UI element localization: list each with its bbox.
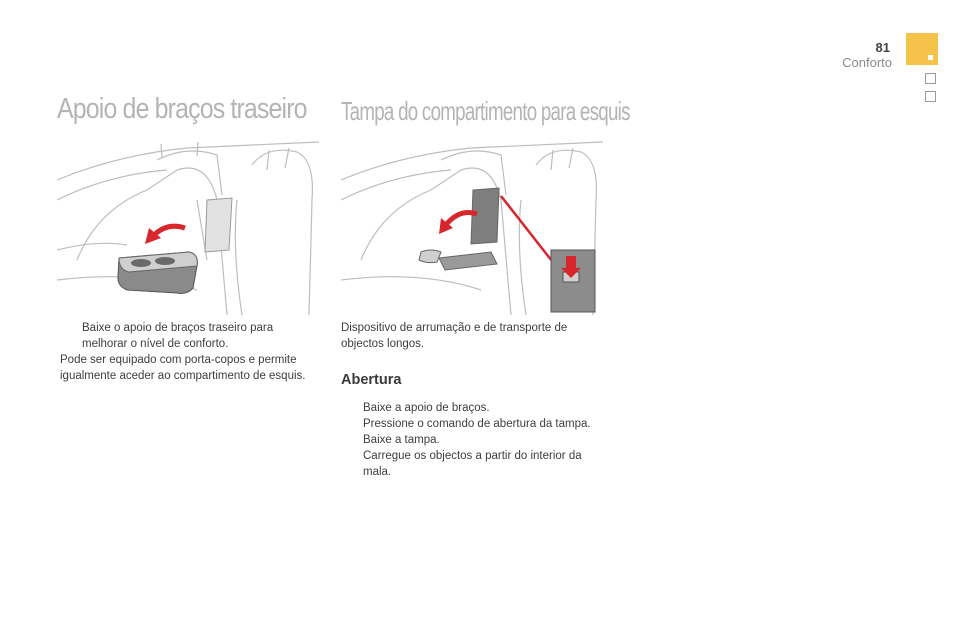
section-tab-3[interactable] <box>925 91 936 102</box>
bullet-step-2: Pressione o comando de abertura da tampa. <box>363 418 591 430</box>
section-name: Conforto <box>842 55 892 70</box>
ski-flap-release-inset <box>551 250 595 312</box>
rear-armrest-illustration <box>57 140 319 315</box>
right-column-text <box>341 320 603 480</box>
title-rear-armrest: Apoio de braços traseiro <box>57 93 307 125</box>
ski-flap-intro: Dispositivo de arrumação e de transporte de objectos longos. <box>341 322 568 350</box>
title-ski-flap: Tampa do compartimento para esquis <box>341 96 630 126</box>
left-column-text <box>60 320 320 384</box>
section-tab-active[interactable] <box>906 33 938 65</box>
page-number: 81 <box>875 40 890 55</box>
armrest-shape <box>118 252 197 293</box>
section-tab-2[interactable] <box>925 73 936 84</box>
armrest-description: Pode ser equipado com porta-copos e permite igualmente aceder ao compartimento de esquis. <box>60 354 306 382</box>
bullet-step-1: Baixe a apoio de braços. <box>363 402 490 414</box>
bullet-step-3: Baixe a tampa. <box>363 434 440 446</box>
bullet-step-4: Carregue os objectos a partir do interior da mala. <box>363 450 582 478</box>
tab-marker-icon <box>928 55 933 60</box>
bullet-lower-armrest: Baixe o apoio de braços traseiro para melhorar o nível de conforto. <box>82 322 274 350</box>
subheading-opening: Abertura <box>341 372 402 388</box>
ski-flap-illustration <box>341 140 603 315</box>
